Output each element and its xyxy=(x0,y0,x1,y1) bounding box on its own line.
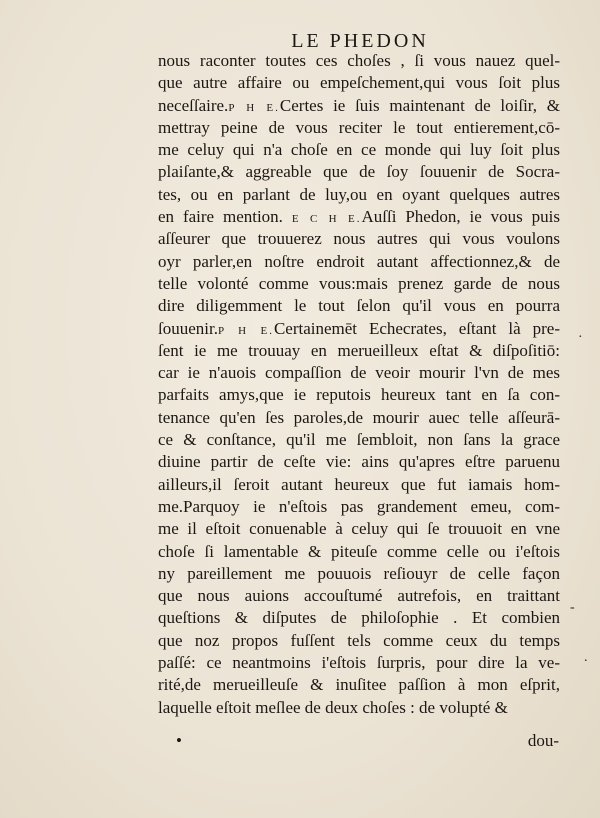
text-line xyxy=(158,607,560,629)
text-segment: queſtions & diſputes de philoſophie . Et combien xyxy=(158,608,560,628)
text-segment: diuine partir de ceſte vie: ains qu'apres eſtre paruenu xyxy=(158,452,560,472)
text-line xyxy=(158,318,560,340)
text-line xyxy=(158,652,560,674)
text-segment: oyr parler,en noſtre endroit autant affectionnez,& de xyxy=(158,251,560,271)
text-segment: me.Parquoy ie n'eſtois pas grandement emeu, com- xyxy=(158,496,560,516)
body-text xyxy=(158,50,560,719)
text-segment: ailleurs,il ſeroit autant heureux que fut iamais hom- xyxy=(158,474,560,494)
text-line xyxy=(158,585,560,607)
text-segment: ſent ie me trouuay en merueilleux eſtat & diſpoſitiō: xyxy=(158,340,560,360)
text-segment: me il eſtoit conuenable à celuy qui ſe trouuoit en vne xyxy=(158,519,560,539)
margin-mark: - xyxy=(570,600,575,615)
text-line xyxy=(158,95,560,117)
text-line xyxy=(158,139,560,161)
text-line xyxy=(158,251,560,273)
speaker-label: P H E. xyxy=(217,324,274,337)
running-head: LE PHEDON xyxy=(291,30,429,52)
text-segment: neceſſaire. xyxy=(158,95,229,115)
text-line xyxy=(158,496,560,518)
text-line xyxy=(158,563,560,585)
text-segment: mettray peine de vous reciter le tout entierement,cō- xyxy=(158,117,560,137)
text-segment: que noz propos fuſſent tels comme ceux du temps xyxy=(158,630,560,650)
text-segment: tes, ou en parlant de luy,ou en oyant quelques autres xyxy=(158,184,560,204)
text-segment: parfaits amys,que ie reputois heureux tant en ſa con- xyxy=(158,385,560,405)
text-line xyxy=(158,273,560,295)
text-line xyxy=(158,697,560,719)
text-line xyxy=(158,295,560,317)
text-line xyxy=(158,541,560,563)
text-segment: ſouuenir. xyxy=(158,318,218,338)
text-line xyxy=(158,50,560,72)
text-segment: Certes ie ſuis maintenant de loiſir, & xyxy=(279,95,560,115)
text-line xyxy=(158,206,560,228)
text-line xyxy=(158,630,560,652)
text-line xyxy=(158,451,560,473)
margin-mark: . xyxy=(584,650,588,665)
speaker-label: P H E. xyxy=(228,101,280,114)
text-segment: ce & conſtance, qu'il me ſembloit, non ſans la grace xyxy=(158,430,560,450)
text-line xyxy=(158,228,560,250)
text-segment: paſſé: ce neantmoins i'eſtois ſurpris, pour dire la ve- xyxy=(158,653,560,673)
text-segment: aſſeurer que trouuerez nous autres qui vous voulons xyxy=(158,229,560,249)
text-segment: laquelle eſtoit meſlee de deux choſes : de volupté & xyxy=(158,697,508,717)
speaker-label: E C H E. xyxy=(291,213,362,226)
text-line xyxy=(158,72,560,94)
text-segment: que nous auions accouſtumé autrefois, en traittant xyxy=(158,586,560,606)
text-segment: dire diligemment le tout ſelon qu'il vous en pourra xyxy=(158,296,560,316)
text-line xyxy=(158,384,560,406)
text-segment: en faire mention. xyxy=(158,207,292,227)
margin-mark: · xyxy=(578,330,583,345)
text-segment: que autre affaire ou empeſchement,qui vous ſoit plus xyxy=(158,73,560,93)
text-line xyxy=(158,518,560,540)
text-line xyxy=(158,407,560,429)
text-segment: Auſſi Phedon, ie vous puis xyxy=(361,207,560,227)
text-segment: rité,de merueilleuſe & inuſitee paſſion à mon eſprit, xyxy=(158,675,560,695)
text-line xyxy=(158,429,560,451)
text-line xyxy=(158,184,560,206)
catchword: dou- xyxy=(527,731,559,750)
text-segment: Certainemēt Echecrates, eſtant là pre- xyxy=(273,318,560,338)
text-line xyxy=(158,474,560,496)
text-segment: ny pareillement me pouuois reſiouyr de celle façon xyxy=(158,563,560,583)
text-segment: tenance qu'en ſes paroles,de mourir auec telle aſſeurā- xyxy=(158,407,560,427)
text-line xyxy=(158,362,560,384)
text-segment: plaiſante,& aggreable que de ſoy ſouuenir de Socra- xyxy=(158,162,560,182)
text-segment: me celuy qui n'a choſe en ce monde qui luy ſoit plus xyxy=(158,140,560,160)
text-line xyxy=(158,161,560,183)
text-line xyxy=(158,117,560,139)
text-line xyxy=(158,674,560,696)
text-segment: car ie n'auois compaſſion de veoir mourir l'vn de mes xyxy=(158,363,560,383)
text-line xyxy=(158,340,560,362)
signature-mark: • xyxy=(176,731,182,750)
text-segment: telle volonté comme vous:mais prenez garde de nous xyxy=(158,273,560,293)
text-segment: choſe ſi lamentable & piteuſe comme celle ou i'eſtois xyxy=(158,541,560,561)
text-segment: nous raconter toutes ces choſes , ſi vous nauez quel- xyxy=(158,51,560,70)
